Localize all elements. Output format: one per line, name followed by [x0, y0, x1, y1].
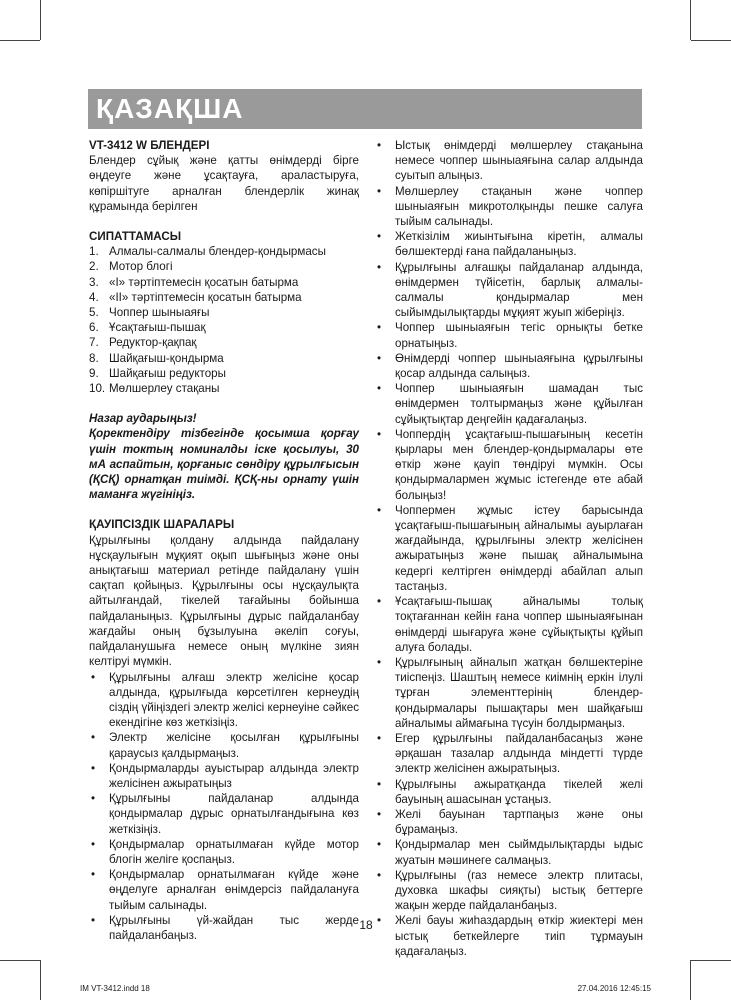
language-header [88, 89, 642, 129]
list-item: • Желі бауы жиhаздардың өткір жиектері мен ыстық беткейлерге тиіп тұрмауын қадағалаңыз. [375, 913, 643, 959]
list-item: • Желі бауынан тартпаңыз және оны бұрамаңыз. [375, 807, 643, 837]
left-column [89, 138, 359, 943]
right-column [375, 138, 643, 959]
footer-file-info: IM VT-3412.indd 18 [80, 984, 150, 993]
crop-mark [0, 40, 40, 41]
language-title: ҚАЗАҚША [96, 93, 244, 124]
crop-mark [0, 960, 40, 961]
crop-mark [691, 960, 731, 961]
list-item: 7. Редуктор-қақпақ [89, 336, 197, 350]
list-item: • Қондырмалар орнатылмаған күйде және өңделуге арналған өнімдерсіз пайдалануға тыйым салынады. [89, 867, 359, 913]
list-item: • Чоппермен жұмыс істеу барысында ұсақтағыш-пышағының айналымы ауырлаған жағдайында, құрылғыны электр желісінен ажыратыңыз және пышақ айналымына кедергі келтірген өнімдерді абайлап алып тастаңыз. [375, 503, 643, 594]
list-item: • Чоппер шыныаяғын шамадан тыс өнімдермен толтырмаңыз және құйылған сұйықтықтар деңгейін қадағалаңыз. [375, 381, 643, 427]
list-item: • Қондырмаларды ауыстырар алдында электр желісінен ажыратыңыз [89, 761, 359, 791]
intro-paragraph: Блендер сұйық және қатты өнімдерді бірге өңдеуге және ұсақтауға, араластыруға, көпіршітуге арналған блендерлік жинақ құрамында берілген [89, 154, 359, 213]
list-item: • Құрылғыны (газ немесе электр плитасы, духовка шкафы сияқты) ыстық беттерге жақын жерде пайдаланбаңыз. [375, 868, 643, 914]
list-item: • Ұсақтағыш-пышақ айналымы толық тоқтағаннан кейін ғана чоппер шыныаяғынан өнімдерді шығаруға және сұйықтықты құйып алуға болады. [375, 594, 643, 655]
footer-timestamp: 27.04.2016 12:45:15 [577, 984, 651, 993]
list-item: 9. Шайқағыш редукторы [89, 366, 226, 380]
page-number: 18 [359, 918, 373, 932]
list-item: • Құрылғының айналып жатқан бөлшектеріне тиіспеңіз. Шаштың немесе киімнің еркін ілулі тұрған элементтерінің блендер-қондырмалары пышақтары мен шайқағыш айналымы аймағына түсуін болдырмаңыз. [375, 655, 643, 731]
list-item: • Чоппердің ұсақтағыш-пышағының кесетін қырлары мен блендер-қондырмалары өте өткір және қауіп төндіруі мүмкін. Осы қондырмалармен жұмыс істегенде өте абай болыңыз! [375, 427, 643, 503]
list-item: • Құрылғыны пайдаланар алдында қондырмалар дұрыс орнатылғандығына көз жеткізіңіз. [89, 791, 359, 837]
list-item: 6. Ұсақтағыш-пышақ [89, 321, 206, 335]
list-item: • Жеткізілім жиынтығына кіретін, алмалы бөлшектерді ғана пайдаланыңыз. [375, 229, 643, 259]
crop-mark [690, 0, 691, 40]
safety-list-left [89, 670, 359, 944]
list-item: • Егер құрылғыны пайдаланбасаңыз және әрқашан тазалар алдында міндетті түрде электр желісінен ажыратыңыз. [375, 731, 643, 777]
list-item: 2. Мотор блогі [89, 260, 173, 274]
list-item: 1. Алмалы-салмалы блендер-қондырмасы [89, 245, 326, 259]
safety-list-right [375, 138, 643, 959]
list-item: • Қондырмалар мен сыймдылықтарды ыдыс жуатын мәшинеге салмаңыз. [375, 837, 643, 867]
crop-mark [691, 40, 731, 41]
list-item: • Чоппер шыныаяғын тегіс орнықты бетке орнатыңыз. [375, 320, 643, 350]
list-item: • Құрылғыны алғашқы пайдаланар алдында, өнімдермен түйісетін, барлық алмалы-салмалы қондырмалар мен сыйымдылықтарды мұқият жуып жіберіңіз. [375, 260, 643, 321]
safety-heading: ҚАУІПСІЗДІК ШАРАЛАРЫ [89, 518, 235, 532]
list-item: • Электр желісіне қосылған құрылғыны қараусыз қалдырмаңыз. [89, 730, 359, 760]
list-item: 10. Мөлшерлеу стақаны [89, 382, 220, 396]
attention-text: Қоректендіру тізбегінде қосымша қорғау үшін токтың номиналды іске қосылуы, 30 мА аспайтын, қорғаныс сөндіру құрылғысын (ҚСҚ) орнатқан тиімді. ҚСҚ-ны орнату үшін маманға жүгініңіз. [89, 427, 359, 502]
list-item: 4. «II» тәртіптемесін қосатын батырма [89, 290, 302, 304]
crop-mark [40, 960, 41, 1000]
model-title: VT-3412 W БЛЕНДЕРІ [89, 139, 210, 152]
list-item: 5. Чоппер шыныаяғы [89, 306, 210, 320]
list-item: • Өнімдерді чоппер шыныаяғына құрылғыны қосар алдында салыңыз. [375, 351, 643, 381]
attention-heading: Назар аударыңыз! [89, 412, 197, 426]
parts-list [89, 244, 359, 396]
crop-mark [40, 0, 41, 40]
list-item: • Құрылғыны ажыратқанда тікелей желі бауының ашасынан ұстаңыз. [375, 777, 643, 807]
list-item: 3. «I» тәртіптемесін қосатын батырма [89, 275, 299, 289]
list-item: • Құрылғыны алғаш электр желісіне қосар алдында, құрылғыда көрсетілген кернеудің сіздің үйіңіздегі электр желісі кернеуіне сәйкес екендігіне көз жеткізіңіз. [89, 670, 359, 731]
list-item: • Мөлшерлеу стақанын және чоппер шыныаяғын микротолқынды пешке салуға тыйым салынады. [375, 184, 643, 230]
list-item: • Қондырмалар орнатылмаған күйде мотор блогін желіге қоспаңыз. [89, 837, 359, 867]
crop-mark [690, 960, 691, 1000]
list-item: • Құрылғыны үй-жайдан тыс жерде пайдаланбаңыз. [89, 913, 359, 943]
list-item: • Ыстық өнімдерді мөлшерлеу стақанына немесе чоппер шыныаяғына салар алдында суытып алыңыз. [375, 138, 643, 184]
description-heading: СИПАТТАМАСЫ [89, 230, 182, 244]
list-item: 8. Шайқағыш-қондырма [89, 351, 224, 365]
safety-intro: Құрылғыны қолдану алдында пайдалану нұсқаулығын мұқият оқып шығыңыз және оны анықтағыш материал ретінде пайдалану үшін сақтап қойыңыз. Құрылғыны осы нұсқаулықта айтылғандай, тікелей тағайыны бойынша пайдаланыңыз. Құрылғыны дұрыс пайдаланбау жағдайы оның бұзылуына әкеліп соғуы, пайдаланушыға немесе оның мүлкіне зиян келтіруі мүмкін. [89, 533, 359, 669]
